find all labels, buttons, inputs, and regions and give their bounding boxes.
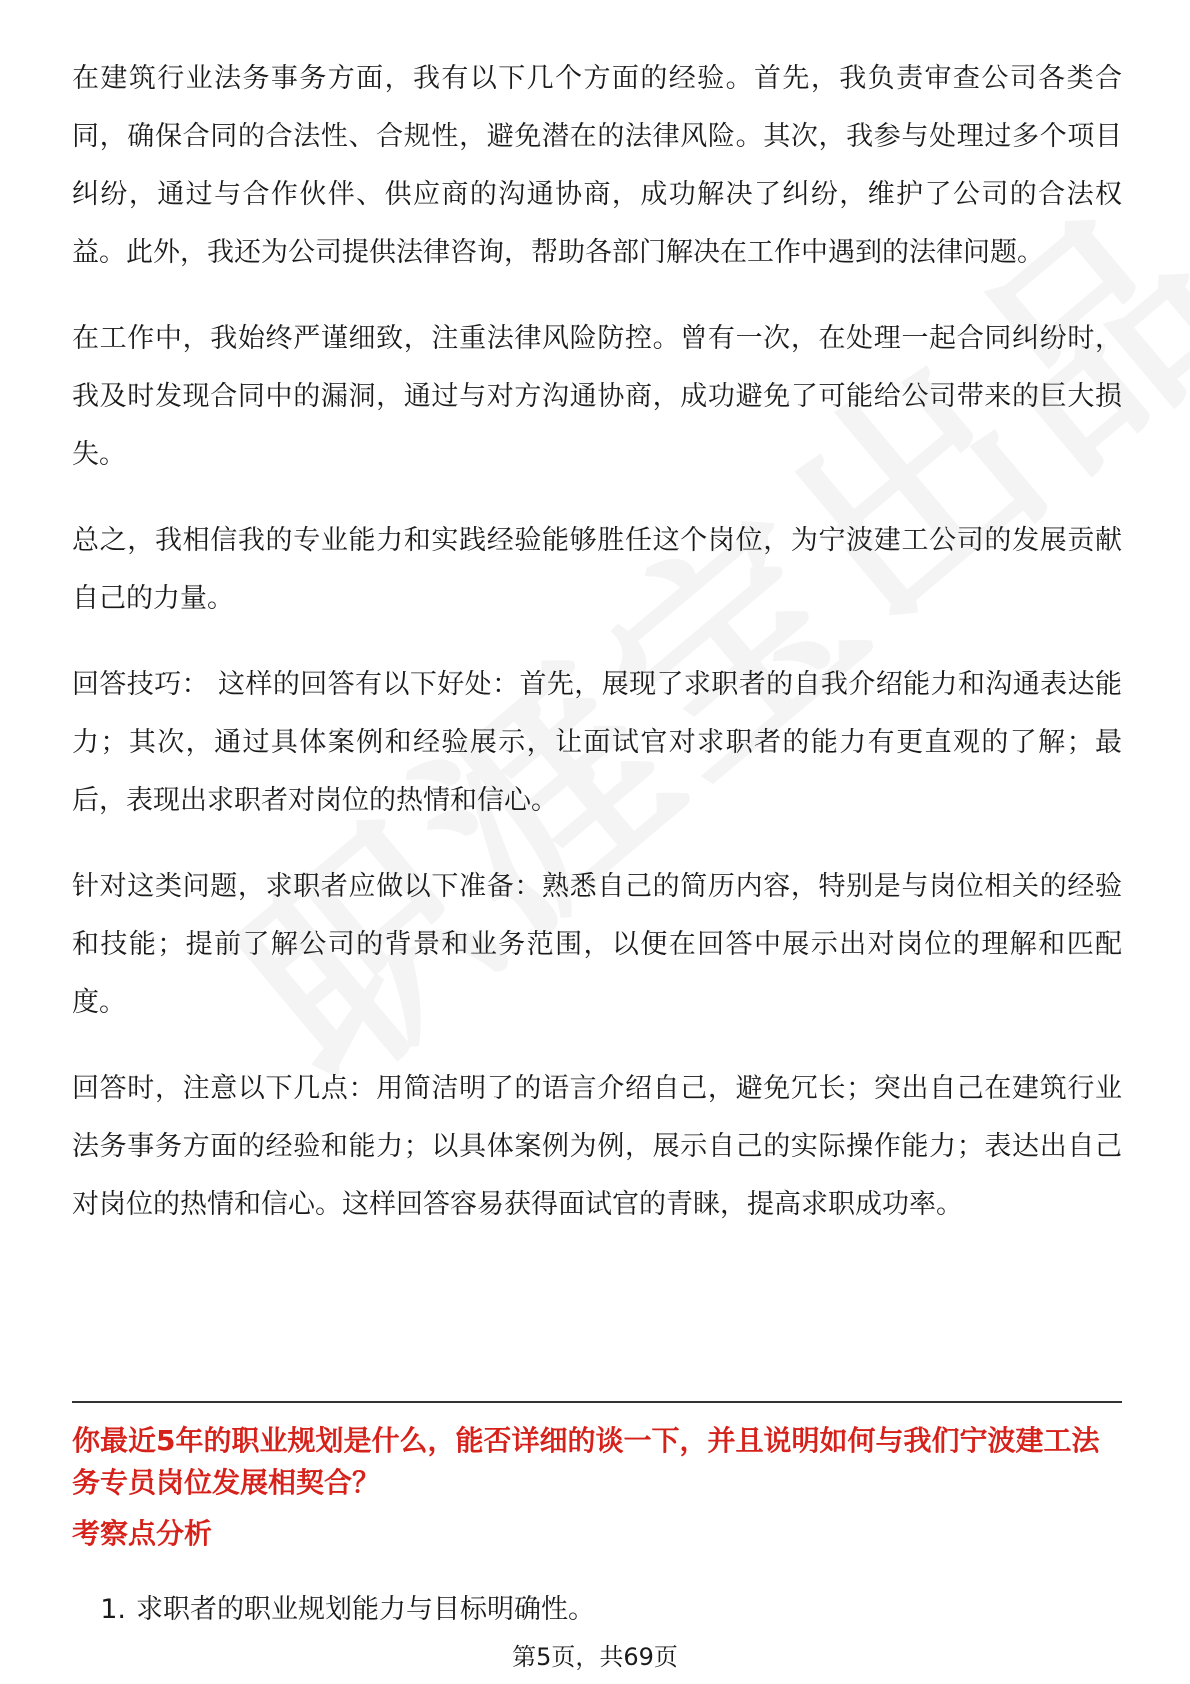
paragraph-notes: 回答时，注意以下几点：用简洁明了的语言介绍自己，避免冗长；突出自己在建筑行业法务事务方面的经验和能力；以具体案例为例，展示自己的实际操作能力；表达出自己对岗位的热情和信心。这样回答容易获得面试官的青睐，提高求职成功率。: [72, 1073, 1122, 1220]
page-number: 第5页，共69页: [512, 1643, 678, 1671]
list-item-text: 求职者的职业规划能力与目标明确性。: [136, 1594, 595, 1625]
analysis-heading: 考察点分析: [72, 1517, 213, 1550]
list-item-number: 1.: [100, 1594, 126, 1625]
paragraph-answer-tips: 回答技巧： 这样的回答有以下好处：首先，展现了求职者的自我介绍能力和沟通表达能力；其次，通过具体案例和经验展示，让面试官对求职者的能力有更直观的了解；最后，表现出求职者对岗位的热情和信心。: [72, 669, 1122, 816]
answer-body: [72, 50, 1122, 1262]
analysis-list: [72, 1590, 1122, 1630]
paragraph-experience: 在建筑行业法务事务方面，我有以下几个方面的经验。首先，我负责审查公司各类合同，确保合同的合法性、合规性，避免潜在的法律风险。其次，我参与处理过多个项目纠纷，通过与合作伙伴、供应商的沟通协商，成功解决了纠纷，维护了公司的合法权益。此外，我还为公司提供法律咨询，帮助各部门解决在工作中遇到的法律问题。: [72, 63, 1122, 268]
paragraph-conclusion: 总之，我相信我的专业能力和实践经验能够胜任这个岗位，为宁波建工公司的发展贡献自己的力量。: [72, 525, 1122, 614]
paragraph-work-attitude: 在工作中，我始终严谨细致，注重法律风险防控。曾有一次，在处理一起合同纠纷时，我及时发现合同中的漏洞，通过与对方沟通协商，成功避免了可能给公司带来的巨大损失。: [72, 323, 1122, 470]
paragraph-preparation: 针对这类问题，求职者应做以下准备：熟悉自己的简历内容，特别是与岗位相关的经验和技能；提前了解公司的背景和业务范围，以便在回答中展示出对岗位的理解和匹配度。: [72, 871, 1122, 1018]
interview-question: 你最近5年的职业规划是什么，能否详细的谈一下，并且说明如何与我们宁波建工法务专员岗位发展相契合？: [72, 1424, 1100, 1499]
section-divider: [72, 1401, 1122, 1403]
list-item: [72, 1590, 1122, 1630]
